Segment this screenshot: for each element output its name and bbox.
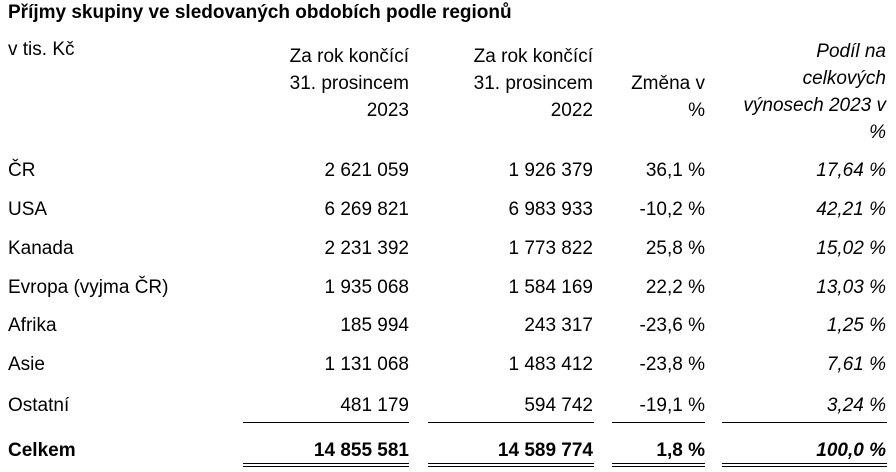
total-row xyxy=(0,437,896,464)
table-title: Příjmy skupiny ve sledovaných obdobích podle regionů xyxy=(8,2,512,23)
header-share xyxy=(743,38,886,146)
header-2023-line-3: 2023 xyxy=(366,100,409,121)
share-value: 17,64 % xyxy=(816,160,886,181)
value-2023: 2 621 059 xyxy=(324,160,409,181)
value-2022: 243 317 xyxy=(524,315,593,336)
value-2022: 1 584 169 xyxy=(508,277,593,298)
total-share: 100,0 % xyxy=(816,440,886,461)
change-value: 25,8 % xyxy=(645,238,705,259)
header-share-line-1: Podíl na xyxy=(816,41,886,62)
table-row xyxy=(0,235,896,262)
change-value: -23,6 % xyxy=(639,315,705,336)
header-2022 xyxy=(474,43,593,124)
header-share-line-2: celkových xyxy=(802,68,886,89)
value-2023: 1 131 068 xyxy=(324,354,409,375)
value-2023: 6 269 821 xyxy=(324,199,409,220)
share-value: 13,03 % xyxy=(816,277,886,298)
change-value: -23,8 % xyxy=(639,354,705,375)
value-2022: 594 742 xyxy=(524,395,593,416)
header-change xyxy=(631,70,705,124)
change-value: -10,2 % xyxy=(639,199,705,220)
total-double-rule-share xyxy=(722,463,887,467)
total-change: 1,8 % xyxy=(656,440,705,461)
value-2022: 6 983 933 xyxy=(508,199,593,220)
region-name: Evropa (vyjma ČR) xyxy=(8,277,169,298)
value-2023: 481 179 xyxy=(340,395,409,416)
share-value: 7,61 % xyxy=(826,354,886,375)
region-name: Ostatní xyxy=(8,395,70,416)
region-name: Asie xyxy=(8,354,45,375)
value-2023: 2 231 392 xyxy=(324,238,409,259)
region-name: ČR xyxy=(8,160,36,181)
total-label: Celkem xyxy=(8,440,76,461)
subtotal-rule-2023 xyxy=(243,422,409,423)
region-name: Kanada xyxy=(8,238,74,259)
header-2022-line-1: Za rok končící xyxy=(473,46,593,67)
value-2022: 1 773 822 xyxy=(508,238,593,259)
total-double-rule-change xyxy=(612,463,705,467)
table-row xyxy=(0,351,896,378)
table-row xyxy=(0,196,896,223)
total-double-rule-2022 xyxy=(428,463,594,467)
total-2023: 14 855 581 xyxy=(313,440,409,461)
total-2022: 14 589 774 xyxy=(497,440,593,461)
share-value: 3,24 % xyxy=(826,395,886,416)
subtotal-rule-share xyxy=(722,422,887,423)
change-value: 36,1 % xyxy=(645,160,705,181)
subtotal-rule-change xyxy=(612,422,705,423)
total-double-rule-2023 xyxy=(243,463,409,467)
share-value: 15,02 % xyxy=(816,238,886,259)
change-value: -19,1 % xyxy=(639,395,705,416)
header-2022-line-2: 31. prosincem xyxy=(473,73,593,94)
header-2023 xyxy=(290,43,409,124)
header-2023-line-2: 31. prosincem xyxy=(289,73,409,94)
header-2022-line-3: 2022 xyxy=(550,100,593,121)
header-share-line-3: výnosech 2023 v xyxy=(743,95,886,116)
header-2023-line-1: Za rok končící xyxy=(289,46,409,67)
header-share-line-4: % xyxy=(869,122,886,143)
share-value: 42,21 % xyxy=(816,199,886,220)
value-2023: 1 935 068 xyxy=(324,277,409,298)
value-2022: 1 483 412 xyxy=(508,354,593,375)
table-row xyxy=(0,274,896,301)
subtotal-rule-2022 xyxy=(428,422,594,423)
header-change-line-2: % xyxy=(688,100,705,121)
unit-label: v tis. Kč xyxy=(8,39,75,60)
region-name: USA xyxy=(8,199,48,220)
share-value: 1,25 % xyxy=(826,315,886,336)
table-row xyxy=(0,312,896,339)
table-row xyxy=(0,157,896,184)
table-row xyxy=(0,392,896,419)
value-2022: 1 926 379 xyxy=(508,160,593,181)
change-value: 22,2 % xyxy=(645,277,705,298)
header-change-line-1: Změna v xyxy=(631,73,705,94)
value-2023: 185 994 xyxy=(340,315,409,336)
region-name: Afrika xyxy=(8,315,57,336)
